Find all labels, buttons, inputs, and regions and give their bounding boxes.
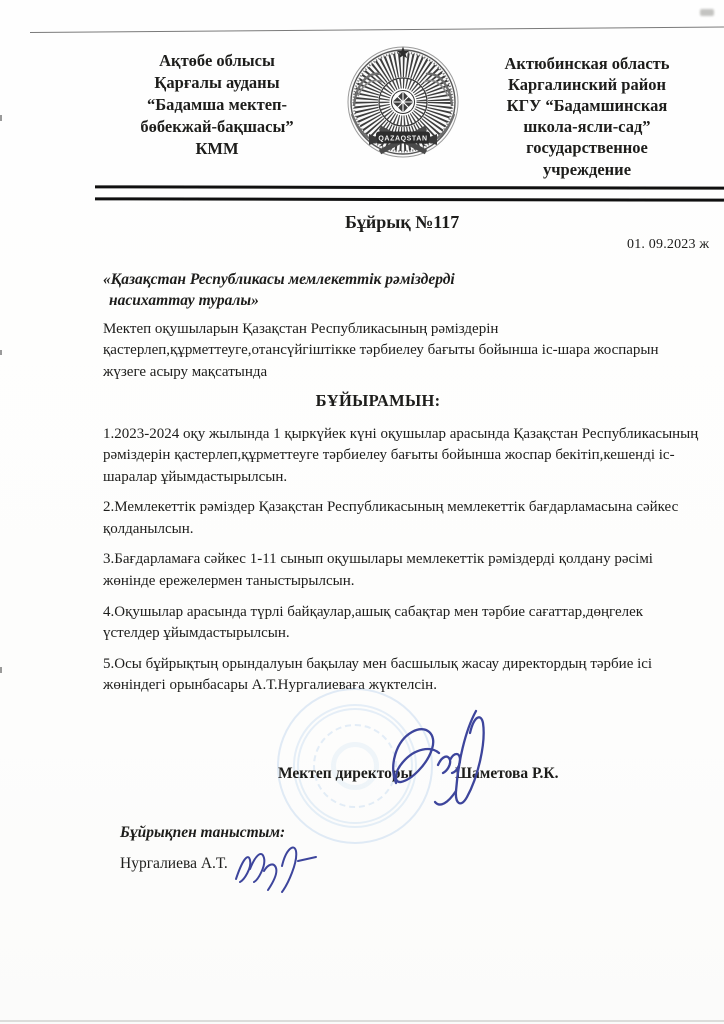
scan-edge-speck bbox=[0, 350, 2, 355]
organization-name-russian bbox=[470, 53, 704, 180]
order-item-4: 4.Оқушылар арасында түрлі байқаулар,ашық сабақтар мен тәрбие сағаттар,дөңгелек үстелдер ұйымдастырылсын. bbox=[103, 603, 644, 641]
org-ru-line: учреждение bbox=[542, 159, 632, 179]
order-date: 01. 09.2023 ж bbox=[627, 237, 710, 252]
emblem-banner-text: QAZAQSTAN bbox=[378, 135, 428, 143]
org-kk-line: Ақтөбе облысы bbox=[159, 51, 275, 70]
order-item-5: 5.Осы бұйрықтың орындалуын бақылау мен басшылық жасау директордың тәрбие ісі жөніндегі орынбасары А.Т.Нургалиеваға жүктелсін. bbox=[103, 655, 653, 693]
organization-name-kazakh bbox=[118, 50, 316, 160]
order-item-3: 3.Бағдарламаға сәйкес 1-11 сынып оқушылары мемлекеттік рәміздерді қолдану рәсімі жөнінде ережелермен таныстырылсын. bbox=[103, 551, 653, 589]
scan-edge-speck bbox=[0, 667, 2, 673]
subject-line: «Қазақстан Республикасы мемлекеттік рәміздерді bbox=[103, 271, 455, 288]
org-ru-line: Каргалинский район bbox=[508, 75, 666, 95]
org-kk-line: Қарғалы ауданы bbox=[154, 72, 280, 92]
order-subject bbox=[103, 270, 623, 312]
order-item-1: 1.2023-2024 оқу жылында 1 қыркүйек күні оқушылар арасында Қазақстан Республикасының рәміздерін қастерлеп,құрметтеуге тәрбиелеу бағыты бойынша жоспар бекітіп,кешенді іс-шаралар ұйымдастырылсын. bbox=[103, 426, 699, 485]
order-title: Бұйрық №117 bbox=[345, 212, 460, 232]
org-ru-line: школа-ясли-сад” bbox=[523, 117, 651, 137]
order-item-2: 2.Мемлекеттік рәміздер Қазақстан Республикасының мемлекеттік бағдарламасына сәйкес қолданылсын. bbox=[103, 499, 679, 537]
acknowledgement-label: Бұйрықпен таныстым: bbox=[120, 824, 286, 841]
org-ru-line: КГУ “Бадамшинская bbox=[506, 96, 668, 116]
director-name: Шаметова Р.К. bbox=[455, 765, 559, 782]
order-intro-paragraph: Мектеп оқушыларын Қазақстан Республикасының рәміздерін қастерлеп,құрметтеуге,отансүйгіштікке тәрбиелеу бағыты бойынша іс-шара жоспарын жүзеге асыру мақсатында bbox=[103, 321, 659, 380]
subject-line: насихаттау туралы» bbox=[109, 291, 259, 309]
scan-edge-speck bbox=[0, 115, 2, 121]
header-double-rule bbox=[95, 185, 724, 201]
org-ru-line: государственное bbox=[526, 138, 648, 158]
scan-smudge-artifact bbox=[700, 9, 714, 16]
org-kk-line: бөбекжай-бақшасы” bbox=[140, 116, 294, 136]
org-kk-line: “Бадамша мектеп- bbox=[146, 94, 288, 114]
director-signature-ink bbox=[386, 703, 498, 815]
org-kk-line: КММ bbox=[195, 138, 239, 158]
director-title-label: Мектеп директоры bbox=[278, 765, 413, 782]
scan-bottom-edge bbox=[0, 1020, 724, 1022]
org-ru-line: Актюбинская область bbox=[504, 54, 670, 73]
acknowledged-by-name: Нургалиева А.Т. bbox=[120, 855, 228, 872]
order-items bbox=[103, 424, 702, 706]
scan-top-edge-line bbox=[30, 27, 724, 33]
kazakhstan-coat-of-arms-icon bbox=[342, 44, 464, 166]
acknowledgement-signature-ink bbox=[228, 839, 324, 895]
resolution-heading: БҰЙЫРАМЫН: bbox=[315, 391, 441, 410]
